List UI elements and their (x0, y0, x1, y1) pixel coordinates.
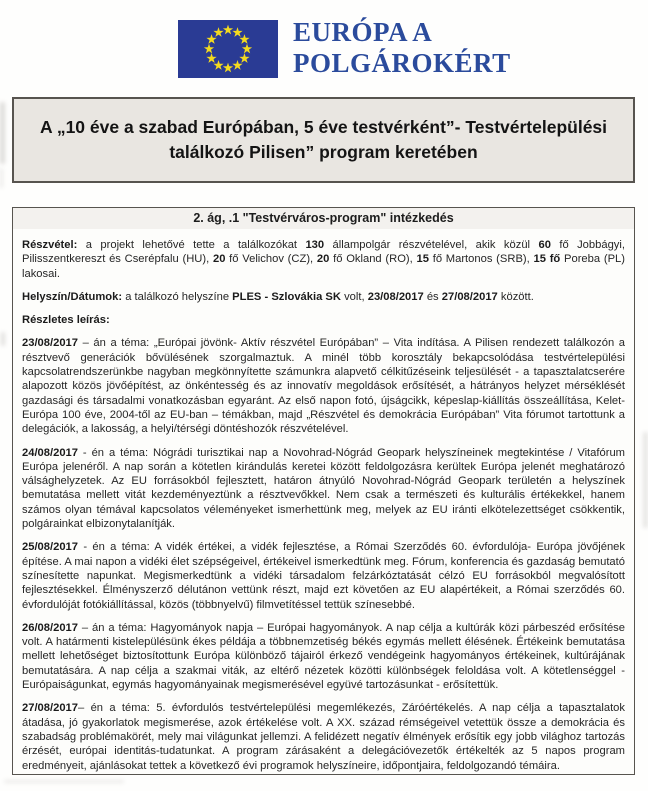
bold-text-run: 27/08/2017 (441, 290, 498, 303)
text-run: – án a téma: „Európai jövönk- Aktív részvétel Európában” – Vita indítása. A Pilisen rendezett találkozón a résztvevő generációk bővülésének szorgalmaztuk. A minél több korosztály bekapcsolódása testvértelepülési kapcsolatrendszerünkbe nagyban megkönnyítette számunkra alapvető célkitűzéseink teljesülését - a tapasztalatcserére alapozott közös jövőépítést, az önkéntesség és az innovatív megoldások erősítését, a hátrányos helyzet mérséklését gazdasági és társadalmi vonatkozásban egyaránt. Az első napon fotó, újságcikk, képeslap-kiállítás összeállítása, Kelet-Európa 100 éve, 2004-től az EU-ban – témákban, majd „Részvétel és demokrácia Európában” Vita fórumot tartottunk a delegációk, a lakosság, a helyi/térségi döntéshozók részvételével. (22, 337, 625, 436)
text-run: – án a téma: Hagyományok napja – Európai hagyományok. A nap célja a kultúrák közi párbeszéd erősítése volt. A határmenti kistelepülésünk ékes példája a többnemzetiség békés egymás mellett élésének. Értékeink bemutatása mellett lehetőséget biztosítottunk Európa különböző tájairól érkező vendégeink hagyományos értékeinek, kultúrájának bemutatására. A nap célja a szakmai viták, az eltérő nézetek közötti különbségek feloldása volt. A kötetlenséggel - Európaiságunkat, egymás hagyományainak megismerésével együvé tartozásunkat - erősítettük. (22, 621, 625, 692)
bold-text-run: PLES - Szlovákia SK (232, 290, 341, 303)
text-run: volt, (340, 290, 368, 303)
document-title: A „10 éve a szabad Európában, 5 éve testvérként”- Testvértelepülési találkozó Pilisen” program keretében (39, 117, 608, 162)
bold-text-run: Részletes leírás: (22, 314, 110, 327)
paragraph-day-4 (22, 621, 625, 692)
section-header: 2. ág, .1 "Testvérváros-program" intézkedés (12, 207, 635, 230)
text-run: a projekt lehetővé tette a találkozókat (77, 239, 306, 251)
scan-artifact (0, 102, 5, 164)
text-run: és (423, 290, 442, 303)
text-run: Poreba (PL) lakosai. (22, 253, 625, 280)
paragraph-day-3 (22, 540, 625, 611)
paragraph-day-2 (22, 446, 625, 532)
bold-text-run: 26/08/2017 (22, 621, 78, 634)
bold-text-run: 20 (316, 253, 330, 266)
text-run: állampolgár részvételével, akik közül (324, 239, 539, 251)
program-logo-title (293, 17, 511, 79)
logo-title-line1: EURÓPA A (293, 17, 433, 47)
text-run: fő Jobbágyi, Pilisszentkereszt és Cserépfalu (HU), (22, 239, 625, 266)
paragraph-day-1 (22, 336, 625, 436)
bold-text-run: 20 (212, 253, 226, 266)
bold-text-run: 23/08/2017 (367, 290, 424, 303)
text-run: – én a téma: 5. évfordulós testvértelepülési megemlékezés, Záróértékelés. A nap célja a tapasztalatok átadása, jó gyakorlatok megismerése, azok értékelése volt. A XX. század rémségeivel vetettük össze a demokrácia és szabadság problémakörét, mely mai világunkat jellemzi. A felidézett negatív élmények erősítik egy jobb világhoz tartozás érzését, európai identitás-tudatunkat. A program zárásaként a delegációvezetők értékelték az 5 napos program eredményeit, ajánlásokat tettek a következő évi programok helyszíneire, időpontjaira, feldolgozandó témáira. (22, 702, 625, 772)
text-run: fő Okland (RO), (329, 253, 417, 266)
bold-text-run: 25/08/2017 (22, 541, 78, 554)
scan-artifact (0, 168, 3, 188)
bold-text-run: 60 (538, 239, 551, 251)
document-body (12, 229, 635, 775)
text-run: között. (497, 290, 534, 303)
paragraph-reszvetel (22, 238, 625, 281)
text-run: a találkozó helyszíne (122, 290, 233, 303)
scan-artifact (1, 332, 5, 346)
text-run: fő Velichov (CZ), (225, 253, 317, 266)
bold-text-run: Részvétel: (22, 239, 78, 251)
bold-text-run: 23/08/2017 (22, 337, 78, 350)
paragraph-day-5 (22, 701, 625, 772)
eu-flag-icon (178, 20, 278, 78)
bold-text-run: Helyszín/Dátumok: (22, 290, 123, 303)
paragraph-reszletes-leiras (22, 313, 625, 327)
text-run: - én a téma: Nógrádi turisztikai nap a Novohrad-Nógrád Geopark helyszíneinek megtekintése / Vitafórum Európa jelenéről. A nap során a kötetlen kirándulás keretei között feldolgozásra kerültek Európa jelenét meghatározó válsághelyzetek. Az EU forrásokból fejlesztett, határon átnyúló Novohrad-Nógrád Geopark területén a helyszínek bemutatása mellett vitát kezdeményeztünk a résztvevőkkel. Nem csak a természeti és kulturális értékekkel, hanem számos olyan témával kapcsolatos véleményeket ismerhettünk meg, melyek az EU iránti elkötelezettséget csökkentik, polgárainkat elbizonytalanítják. (22, 446, 625, 531)
program-logo (178, 17, 511, 79)
bold-text-run: 15 fő (533, 253, 561, 266)
bold-text-run: 130 (305, 239, 325, 251)
scan-artifact (4, 780, 124, 783)
bold-text-run: 27/08/2017 (22, 702, 78, 715)
bold-text-run: 15 (416, 253, 429, 266)
scan-artifact (643, 432, 648, 528)
document-title-box (12, 97, 635, 183)
text-run: fő Martonos (SRB), (428, 253, 534, 266)
bold-text-run: 24/08/2017 (22, 446, 78, 459)
logo-title-line2: POLGÁROKÉRT (293, 48, 511, 78)
paragraph-helyszin-datumok (22, 290, 625, 304)
text-run: - én a téma: A vidék értékei, a vidék fejlesztése, a Római Szerződés 60. évfordulója- Európa jövőjének építése. A mai napon a vidéki élet szépségeivel, értékeivel ismerkedtünk meg. Fórum, konferencia és gazdaság bemutató színesítette napunkat. Megismerkedtünk a vidéki társadalom felzárkóztatását célzó EU forrásokból megvalósított fejlesztésekkel. Élményszerző délutánon vettünk részt, majd ezt követően az EU alapértékeit, a Római szerződés 60. évfordulóját fotókiállítással, közös (többnyelvű) filmvetítéssel tettük színesebbé. (22, 541, 625, 611)
